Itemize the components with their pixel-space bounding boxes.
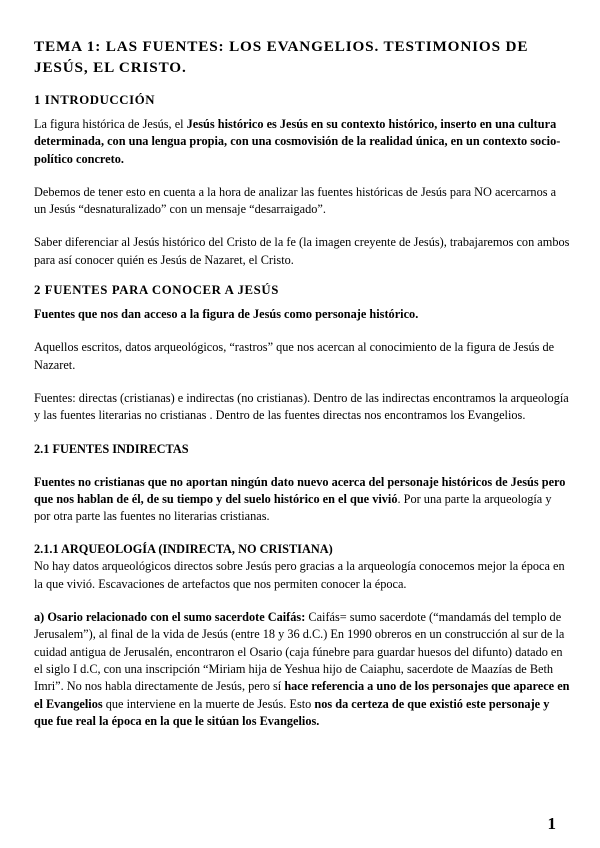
paragraph: Debemos de tener esto en cuenta a la hora de analizar las fuentes históricas de Jesús para NO acercarnos a un Jesús “desnaturalizado” con un mensaje “desarraigado”. [34,184,557,217]
paragraph: Fuentes: directas (cristianas) e indirectas (no cristianas). Dentro de las indirectas encontramos la arqueología y las fuentes literarias no cristianas . Dentro de las fuentes directas nos encontramos los Evangelios. [34,390,569,423]
section-heading-fuentes-indirectas: 2.1 FUENTES INDIRECTAS [34,441,189,456]
document-page [34,36,570,730]
text-run: Caifás= sumo sacerdote (“mandamás del templo de Jerusalem”), al final de la vida de Jesús (entre 18 y 36 d.C.) En 1990 obreros en un construcción al sur de la cuidad antigua de Jerusalén, encontraron el Osario (caja fúnebre para guardar huesos del difunto) datado en el siglo I d.C, con una inscripción “Miriam hija de Yeshua hijo de Caiaphu, sacerdote de Maazías de Beth Imri”. No nos habla directamente de Jesús, pero sí [34,610,565,694]
section-heading-arqueologia: 2.1.1 ARQUEOLOGÍA (INDIRECTA, NO CRISTIANA) [34,542,333,557]
paragraph [34,116,570,168]
paragraph [34,474,570,526]
paragraph: No hay datos arqueológicos directos sobre Jesús pero gracias a la arqueología conocemos mejor la época en la que vivió. Escavaciones de artefactos que nos permiten conocer la época. [34,559,565,591]
bold-text: Fuentes no cristianas que no aportan ningún dato nuevo acerca del personaje históricos de Jesús pero que nos hablan de él, de su tiempo y del suelo histórico en el que vivió [34,474,566,506]
section-heading-fuentes: 2 FUENTES PARA CONOCER A JESÚS [34,283,279,298]
bold-text: Fuentes que nos dan acceso a la figura de Jesús como personaje histórico. [34,307,419,322]
paragraph: Saber diferenciar al Jesús histórico del Cristo de la fe (la imagen creyente de Jesús), trabajaremos con ambos para así conocer quién es Jesús de Nazaret, el Cristo. [34,235,570,267]
bold-text: hace referencia a uno de los personajes que aparece en el Evangelios [34,679,570,711]
page-number: 1 [547,814,556,833]
bold-text: a) Osario relacionado con el sumo sacerdote Caifás: [34,610,306,625]
bold-text: Jesús histórico es Jesús en su contexto histórico, inserto en una cultura determinada, con una lengua propia, con una cosmovisión de la realidad única, en un contexto socio-político concreto. [34,117,561,166]
section-heading-introduccion: 1 INTRODUCCIÓN [34,93,156,107]
text-run: . Por una parte la arqueología y por otra parte las fuentes no literarias cristianas. [34,491,552,524]
bold-text: nos da certeza de que existió este personaje y que fue real la época en la que le sitúan los Evangelios. [34,696,550,728]
text-run: que interviene en la muerte de Jesús. Esto [102,696,315,711]
text-run: La figura histórica de Jesús, el [34,117,187,131]
document-title: TEMA 1: LAS FUENTES: LOS EVANGELIOS. TESTIMONIOS DE JESÚS, EL CRISTO. [34,38,529,76]
paragraph-osario [34,609,570,730]
paragraph [34,306,570,323]
paragraph: Aquellos escritos, datos arqueológicos, “rastros” que nos acercan al conocimiento de la figura de Jesús de Nazaret. [34,340,555,372]
